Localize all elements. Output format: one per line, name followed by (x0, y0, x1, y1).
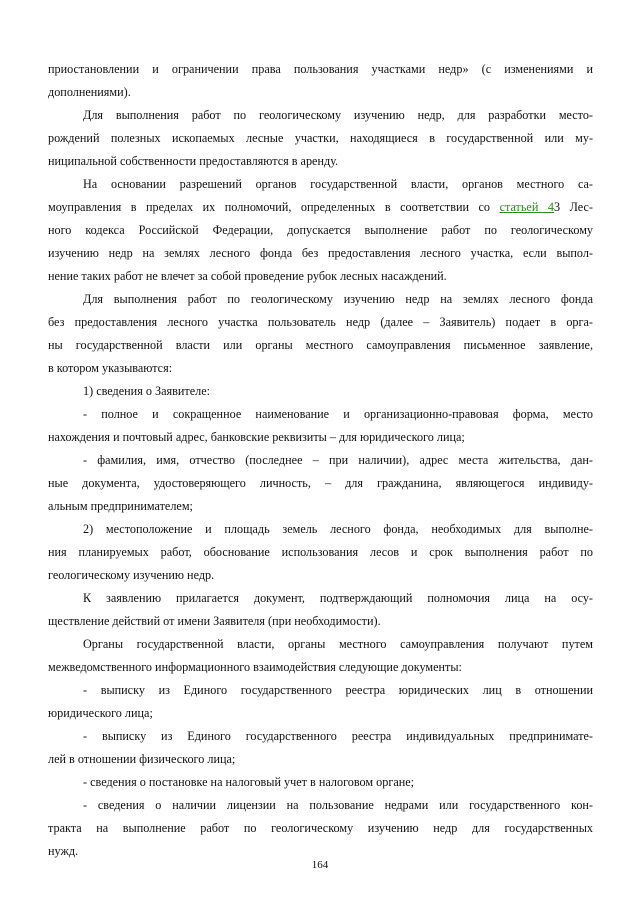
text-line: рождений полезных ископаемых лесные участки, находящиеся в государственной или му- (48, 131, 593, 145)
text-fragment: 3 Лес- (553, 200, 593, 214)
text-line: тракта на выполнение работ по геологическому изучению недр для государственных (48, 821, 593, 835)
text-line: - полное и сокращенное наименование и организационно-правовая форма, место (83, 407, 593, 421)
text-line: геологическому изучению недр. (48, 568, 215, 582)
text-line: альным предпринимателем; (48, 499, 193, 513)
law-article-link[interactable]: статьей 4 (499, 200, 554, 214)
text-line: ществление действий от имени Заявителя (при необходимости). (48, 614, 381, 628)
text-line: ные документа, удостоверяющего личность, – для гражданина, являющегося индивиду- (48, 476, 593, 490)
text-line: ны государственной власти или органы местного самоуправления письменное заявление, (48, 338, 593, 352)
text-line: Для выполнения работ по геологическому изучению недр на землях лесного фонда (83, 292, 593, 306)
text-line: ного кодекса Российской Федерации, допускается выполнение работ по геологическому (48, 223, 593, 237)
page-number: 164 (311, 859, 329, 871)
list-item: - сведения о постановке на налоговый учет в налоговом органе; (83, 775, 415, 789)
text-fragment: моуправления в пределах их полномочий, определенных в соответствии со (48, 200, 500, 214)
text-line: без предоставления лесного участка пользователь недр (далее – Заявитель) подает в орга- (48, 315, 593, 329)
text-line: нахождения и почтовый адрес, банковские реквизиты – для юридического лица; (48, 430, 465, 444)
text-line: межведомственного информационного взаимодействия следующие документы: (48, 660, 462, 674)
list-item: 2) местоположение и площадь земель лесного фонда, необходимых для выполне- (83, 522, 593, 536)
text-line: лей в отношении физического лица; (48, 752, 236, 766)
list-item: 1) сведения о Заявителе: (83, 384, 210, 398)
text-line: дополнениями). (48, 85, 131, 99)
text-line: юридического лица; (48, 706, 153, 720)
text-line: Органы государственной власти, органы местного самоуправления получают путем (83, 637, 593, 651)
text-line: изучению недр на землях лесного фонда без предоставления лесного участка, если выпол- (48, 246, 593, 260)
list-item: - выписку из Единого государственного реестра индивидуальных предпринимате- (83, 729, 593, 743)
list-item: - выписку из Единого государственного реестра юридических лиц в отношении (83, 683, 593, 697)
text-line: На основании разрешений органов государственной власти, органов местного са- (83, 177, 593, 191)
text-line: нение таких работ не влечет за собой проведение рубок лесных насаждений. (48, 269, 447, 283)
text-line: ния планируемых работ, обоснование использования лесов и срок выполнения работ по (48, 545, 593, 559)
text-line: ниципальной собственности предоставляются в аренду. (48, 154, 339, 168)
text-line: нужд. (48, 844, 79, 858)
text-line: приостановлении и ограничении права пользования участками недр» (с изменениями и (48, 62, 593, 76)
text-line-with-link (48, 196, 593, 219)
list-item: - сведения о наличии лицензии на пользование недрами или государственного кон- (83, 798, 593, 812)
text-line: К заявлению прилагается документ, подтверждающий полномочия лица на осу- (83, 591, 593, 605)
text-line: Для выполнения работ по геологическому изучению недр, для разработки место- (83, 108, 593, 122)
text-line: - фамилия, имя, отчество (последнее – при наличии), адрес места жительства, дан- (83, 453, 593, 467)
text-line: в котором указываются: (48, 361, 173, 375)
